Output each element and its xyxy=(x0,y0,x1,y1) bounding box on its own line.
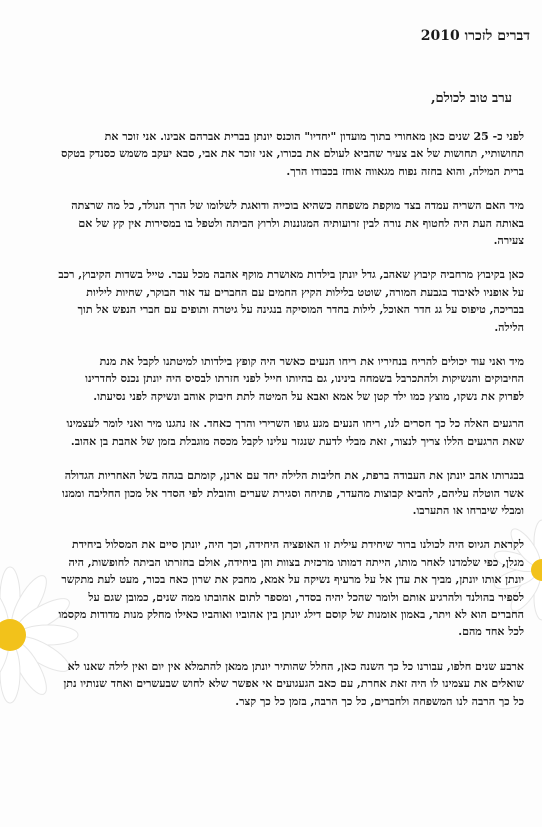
paragraph: ארבע שנים חלפו, עבורנו כל כך השנה כאן, החלל שהותיר יונתן ממאן להתמלא אין יום ואין לילה שאנו לא שואלים את עצמינו לו היה זאת אחרת, עם כאב הגעגועים אי אפשר שלא לחוש שבעשרים ואחד שנותיו נתן כל כך הרבה לנו המשפחה ולחברים, כל כך הרבה, בזמן כל כך קצר. xyxy=(63,659,524,708)
paragraph: לקראת הגיוס היה לכולנו ברור שיחידת עילית זו האופציה היחידה, וכך היה, יונתן סיים את המסלול ביחידת מגלן, כפי שלמדנו לאחר מותו, הייתה דמותו מרכזית בצוות והן ביחידה, אולם בחזרתו הביתה לחופשות, היה יונתן אותו יונתן, מביך את עדן אל על מרעיף נשיקה על אמא, מחבק את שרון כאח בכור, מעט לעת מתקשר לספיר בהולנד ולהרגיע אותם ולומר שהכל יהיה בסדר, ומספר לתום אהובתו ממה שנים, כמובן שגם על החברים הוא לא ויתר, באמון אומנות של קוסם דילג יונתן בין אהוביו ואוהביו כאילו מחלק מנות מדודות מקסמו לכל אחד מהם. xyxy=(58,538,524,639)
letter-greeting: ערב טוב לכולם, xyxy=(431,91,512,106)
paragraph: בבגרותו אהב יונתן את העבודה ברפת, את חליבות הלילה יחד עם ארנן, קומתם בגהה בשל האחריות הגדולה אשר הוטלה עליהם, להביא קבוצות מהעדר, פתיחה וסגירת שערים והובלת לפי הסדר אל מכון החליבה וממנו ומבלי שיברחו או התערבו. xyxy=(62,469,524,517)
paragraph: הרגעים האלה כל כך חסרים לנו, ריחו הנעים מגע גופו השרירי והרך כאחד. אז נהגנו מיר ואני לומר לעצמינו שאת הרגעים הללו צריך לנצור, זאת מבלי לדעת שנגזר עלינו לקבל מכסה מוגבלת בזמן של אהבת בן אהוב. xyxy=(66,417,524,448)
paragraph: כאן בקיבוץ מרחביה קיבוץ שאהב, גדל יונתן בילדות מאושרת מוקף אהבה מכל עבר. טייל בשדות הקיבוץ, רכב על אופניו לאיבוד בגבעת המורה, שוטט בלילות הקיץ החמים עם החברים עד אור הבוקר, שחיות ליליות בבריכה, טיפוס על גג חדר האוכל, לילות בחדר המוסיקה בנגינה על גיטרה ותופים עם חברי הנפש אל תוך הלילה. xyxy=(58,268,524,334)
paragraph: לפני כ- 25 שנים כאן מאחורי בתוך מועדון "יחדיו" הוכנס יונתן בברית אברהם אבינו. אני זוכר את תחושותיי, תחושות של אב צעיר שהביא לעולם את בכורו, אני זוכר את אבי, סבא יעקב משמש כסנדק בטקס ברית המילה, והוא בחזה נפוח מגאווה אוחז בכבודו הרך. xyxy=(61,130,524,178)
paragraph: מיד האם השריה עמדה בצד מוקפת משפחה כשהיא בוכייה ודואגת לשלומו של הרך הנולד, כל מה שרצתה באותה העת היה לחטוף את נורה לבין זרועותיה המגוננות ולרוץ הביתה ולטפל בו במסירות אין קץ של אם צעירה. xyxy=(71,199,524,248)
letter-body xyxy=(58,128,524,727)
paragraph: מיד ואני עוד יכולים להריח בנחיריו את ריחו הנעים כאשר היה קופץ בילדותו למיטתנו לקבל את מנת החיבוקים והנשיקות ולהתכרבל בשמחה בינינו, גם בהיותו חייל לפני חזרתו לבסיס היה יונתן נכנס לחדרינו לפרוק את נשקו, מוצץ כמו ילד קטן של אמא ואבא על המיטה לתת חיבוק אוהב ונשיקה לפני נסיעתו. xyxy=(85,355,524,403)
letter-heading: דברים לזכרו 2010 xyxy=(420,28,530,44)
